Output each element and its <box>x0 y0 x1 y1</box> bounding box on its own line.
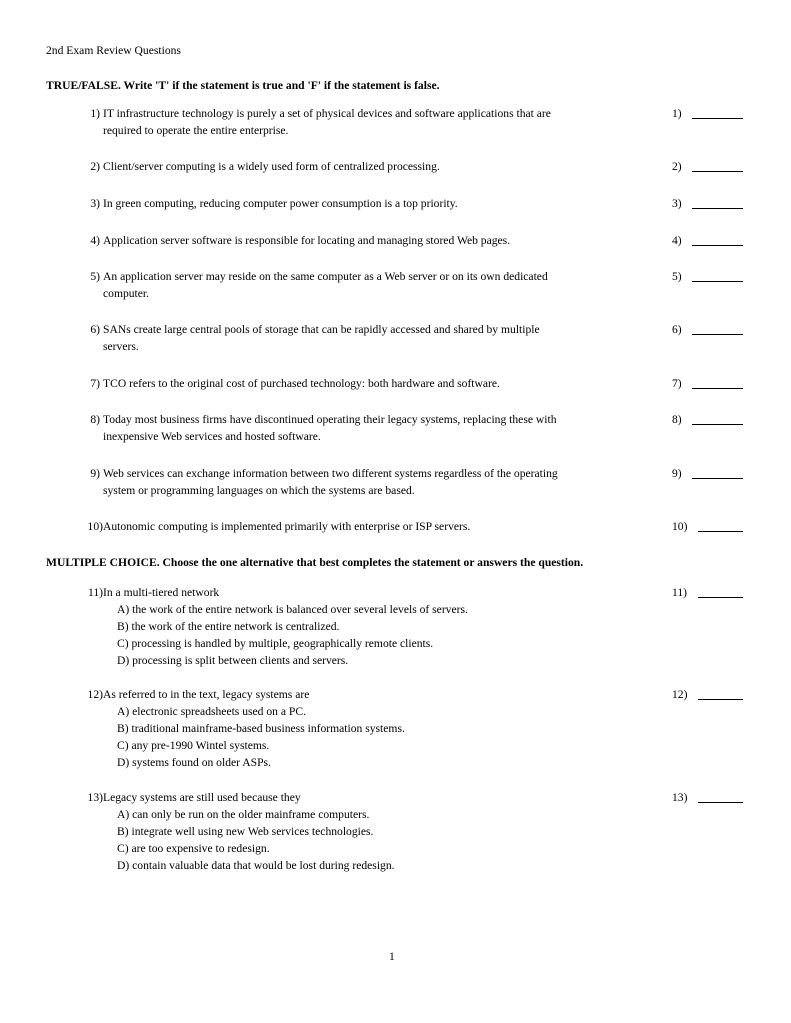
option-a: A) the work of the entire network is balanced over several levels of servers. <box>117 603 468 616</box>
question-text: required to operate the entire enterprise. <box>103 124 289 137</box>
answer-number: 13) <box>672 791 688 804</box>
question-number: 8) <box>90 413 100 426</box>
tf-question-1 <box>80 105 655 139</box>
answer-slot-12[interactable] <box>672 686 744 703</box>
question-text: An application server may reside on the same computer as a Web server or on its own dedicated <box>103 270 548 283</box>
mc-question-11 <box>80 584 655 669</box>
answer-blank[interactable] <box>692 388 743 389</box>
option-a: A) electronic spreadsheets used on a PC. <box>117 705 306 718</box>
question-text: inexpensive Web services and hosted software. <box>103 430 321 443</box>
mc-question-13 <box>80 789 655 874</box>
answer-slot-2[interactable] <box>672 158 744 175</box>
answer-slot-7[interactable] <box>672 375 744 392</box>
tf-question-9 <box>80 465 655 499</box>
tf-question-7 <box>80 375 655 392</box>
tf-question-2 <box>80 158 655 175</box>
answer-number: 6) <box>672 323 682 336</box>
option-c: C) are too expensive to redesign. <box>117 842 270 855</box>
answer-blank[interactable] <box>692 281 743 282</box>
question-text: Today most business firms have discontinued operating their legacy systems, replacing these with <box>103 413 557 426</box>
question-text: Web services can exchange information between two different systems regardless of the operating <box>103 467 558 480</box>
answer-blank[interactable] <box>692 424 743 425</box>
answer-number: 7) <box>672 377 682 390</box>
question-number: 11) <box>87 586 103 599</box>
question-stem: As referred to in the text, legacy systems are <box>103 688 310 701</box>
question-text: In green computing, reducing computer power consumption is a top priority. <box>103 197 458 210</box>
answer-number: 1) <box>672 107 682 120</box>
question-number: 3) <box>90 197 100 210</box>
tf-question-3 <box>80 195 655 212</box>
answer-number: 2) <box>672 160 682 173</box>
answer-slot-13[interactable] <box>672 789 744 806</box>
question-stem: Legacy systems are still used because they <box>103 791 301 804</box>
answer-slot-5[interactable] <box>672 268 744 285</box>
option-c: C) processing is handled by multiple, geographically remote clients. <box>117 637 434 650</box>
option-a: A) can only be run on the older mainframe computers. <box>117 808 370 821</box>
answer-number: 3) <box>672 197 682 210</box>
answer-slot-6[interactable] <box>672 321 744 338</box>
answer-number: 4) <box>672 234 682 247</box>
question-number: 4) <box>90 234 100 247</box>
answer-number: 12) <box>672 688 688 701</box>
answer-blank[interactable] <box>692 245 743 246</box>
question-number: 2) <box>90 160 100 173</box>
question-text: Client/server computing is a widely used form of centralized processing. <box>103 160 440 173</box>
answer-number: 8) <box>672 413 682 426</box>
tf-question-4 <box>80 232 655 249</box>
option-d: D) systems found on older ASPs. <box>117 756 271 769</box>
multiple-choice-heading: MULTIPLE CHOICE. Choose the one alternative that best completes the statement or answers the question. <box>46 556 584 569</box>
option-b: B) the work of the entire network is centralized. <box>117 620 340 633</box>
answer-blank[interactable] <box>698 802 743 803</box>
answer-blank[interactable] <box>692 478 743 479</box>
question-number: 9) <box>90 467 100 480</box>
question-number: 12) <box>87 688 103 701</box>
answer-blank[interactable] <box>692 208 743 209</box>
option-b: B) traditional mainframe-based business information systems. <box>117 722 405 735</box>
answer-blank[interactable] <box>698 699 743 700</box>
mc-question-12 <box>80 686 655 771</box>
answer-number: 9) <box>672 467 682 480</box>
answer-blank[interactable] <box>692 334 743 335</box>
answer-slot-10[interactable] <box>672 518 744 535</box>
question-number: 5) <box>90 270 100 283</box>
answer-blank[interactable] <box>692 171 743 172</box>
option-d: D) contain valuable data that would be lost during redesign. <box>117 859 395 872</box>
option-b: B) integrate well using new Web services technologies. <box>117 825 374 838</box>
question-text: Autonomic computing is implemented primarily with enterprise or ISP servers. <box>103 520 471 533</box>
tf-question-10 <box>80 518 655 535</box>
page-number: 1 <box>389 950 395 963</box>
tf-question-8 <box>80 411 655 445</box>
tf-question-6 <box>80 321 655 355</box>
answer-number: 11) <box>672 586 688 599</box>
question-number: 13) <box>87 791 103 804</box>
true-false-heading: TRUE/FALSE. Write 'T' if the statement is true and 'F' if the statement is false. <box>46 79 440 92</box>
question-stem: In a multi-tiered network <box>103 586 220 599</box>
answer-number: 10) <box>672 520 688 533</box>
tf-question-5 <box>80 268 655 302</box>
question-text: Application server software is responsible for locating and managing stored Web pages. <box>103 234 511 247</box>
question-number: 7) <box>90 377 100 390</box>
question-text: computer. <box>103 287 150 300</box>
question-text: TCO refers to the original cost of purchased technology: both hardware and software. <box>103 377 500 390</box>
answer-slot-1[interactable] <box>672 105 744 122</box>
answer-slot-4[interactable] <box>672 232 744 249</box>
question-number: 10) <box>87 520 103 533</box>
answer-blank[interactable] <box>698 531 743 532</box>
answer-number: 5) <box>672 270 682 283</box>
question-number: 1) <box>90 107 100 120</box>
answer-slot-11[interactable] <box>672 584 744 601</box>
answer-slot-9[interactable] <box>672 465 744 482</box>
document-title: 2nd Exam Review Questions <box>46 44 181 57</box>
question-text: SANs create large central pools of storage that can be rapidly accessed and shared by multiple <box>103 323 540 336</box>
question-text: IT infrastructure technology is purely a set of physical devices and software applications that are <box>103 107 551 120</box>
answer-blank[interactable] <box>692 118 743 119</box>
question-number: 6) <box>90 323 100 336</box>
answer-blank[interactable] <box>698 597 743 598</box>
question-text: servers. <box>103 340 139 353</box>
option-d: D) processing is split between clients and servers. <box>117 654 349 667</box>
question-text: system or programming languages on which the systems are based. <box>103 484 415 497</box>
answer-slot-3[interactable] <box>672 195 744 212</box>
option-c: C) any pre-1990 Wintel systems. <box>117 739 270 752</box>
answer-slot-8[interactable] <box>672 411 744 428</box>
